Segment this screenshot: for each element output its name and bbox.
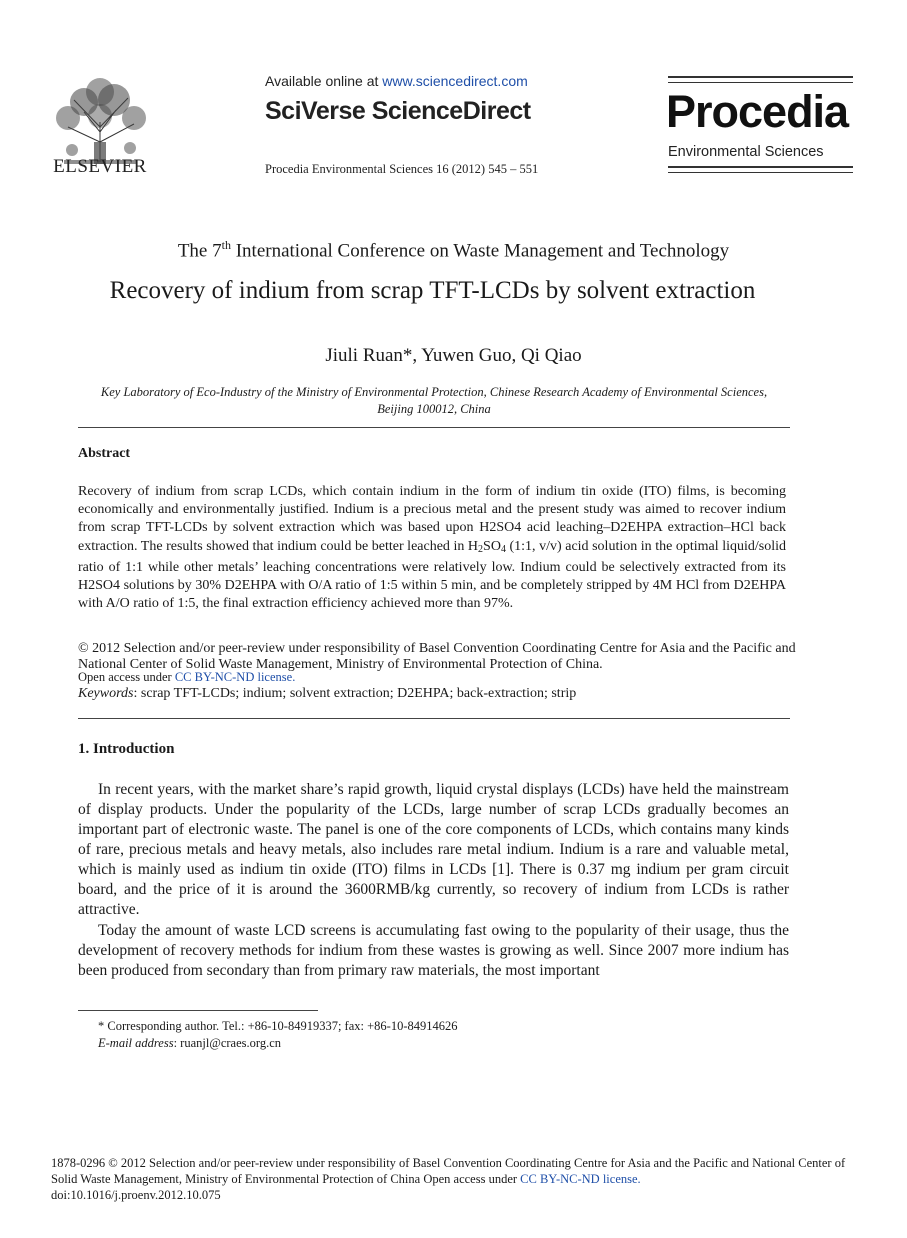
conference-prefix: The 7 — [177, 240, 222, 262]
email-value: : ruanjl@craes.org.cn — [173, 1036, 281, 1050]
paper-title: Recovery of indium from scrap TFT-LCDs by solvent extraction — [109, 277, 756, 304]
doi: doi:10.1016/j.proenv.2012.10.075 — [51, 1188, 221, 1202]
logo-rule-bottom — [668, 166, 853, 168]
bottom-open-prefix: Open access under — [420, 1172, 521, 1186]
abstract-part-2: SO — [483, 538, 501, 554]
footnote-rule — [78, 1010, 318, 1011]
intro-paragraph-2: Today the amount of waste LCD screens is accumulating fast owing to the popularity of their usage, thus the development of recovery methods for indium from these wastes is growing as well. Since 2007 more indium has been produced from secondary than from primary raw materials, the most important — [78, 922, 789, 979]
open-access-line — [78, 670, 295, 685]
bottom-notice — [51, 1155, 857, 1203]
bottom-copyright: 1878-0296 © 2012 Selection and/or peer-review under responsibility of Basel Convention Coordinating Centre for Asia and the Pacific and National Center of Solid Waste Management, Ministry of Environmental Protection of China — [51, 1156, 846, 1186]
publisher-wordmark: ELSEVIER — [53, 156, 147, 177]
bottom-license-link[interactable]: CC BY-NC-ND license. — [520, 1172, 641, 1186]
footnote-email — [98, 1036, 281, 1051]
sciencedirect-link[interactable]: www.sciencedirect.com — [382, 73, 528, 89]
open-access-prefix: Open access under — [78, 670, 175, 684]
abstract-text — [78, 483, 786, 613]
divider-top — [78, 427, 790, 428]
affiliation: Key Laboratory of Eco-Industry of the Ministry of Environmental Protection, Chinese Research Academy of Environmental Sciences, Beijing 100012, China — [100, 385, 768, 416]
journal-logo-subtitle: Environmental Sciences — [668, 144, 824, 160]
abstract-subscript-1: 2 — [478, 543, 484, 555]
journal-logo: Procedia — [666, 86, 849, 137]
keywords-list: : scrap TFT-LCDs; indium; solvent extraction; D2EHPA; back-extraction; strip — [133, 686, 577, 701]
logo-rule-top — [668, 76, 853, 78]
availability-line — [265, 73, 528, 89]
authors: Jiuli Ruan*, Yuwen Guo, Qi Qiao — [325, 345, 582, 366]
abstract-part-1: Recovery of indium from scrap LCDs, which contain indium in the form of indium tin oxide (ITO) films, is becoming economically and environmentally justified. Indium is a precious metal and the present study was aimed to recover indium from scrap TFT-LCDs by solvent extraction which was based upon H2SO4 acid leaching–D2EHPA extraction–HCl back extraction. The results showed that indium could be better leached in H — [78, 484, 786, 554]
abstract-heading: Abstract — [78, 446, 131, 461]
footnote-corresponding: * Corresponding author. Tel.: +86-10-84919337; fax: +86-10-84914626 — [98, 1019, 458, 1033]
conference-ordinal: th — [221, 238, 231, 252]
copyright-notice: © 2012 Selection and/or peer-review under responsibility of Basel Convention Coordinating Centre for Asia and the Pacific and National Center of Solid Waste Management, Ministry of Environmental Protection of China. — [78, 641, 796, 672]
license-link[interactable]: CC BY-NC-ND license. — [174, 670, 296, 684]
conference-name — [0, 238, 907, 262]
abstract-part-3: (1:1, v/v) acid solution in the optimal liquid/solid ratio of 1:1 while other metals’ leaching concentrations were relatively low. Indium could be selectively extracted from its H2SO4 solutions by 30% D2EHPA with O/A ratio of 1:5 within 5 min, and be completely stripped by 4M HCl from D2EHPA with A/O ratio of 1:5, the final extraction efficiency achieved more than 97%. — [78, 538, 787, 612]
intro-paragraph-1: In recent years, with the market share’s rapid growth, liquid crystal displays (LCDs) have held the mainstream of display products. Under the popularity of the LCDs, large number of scrap LCDs gradually becomes an important part of electronic waste. The panel is one of the core components of LCDs, which contains many kinds of rare, precious metals and heavy metals, also includes rare metal indium. Indium is a rare and valuable metal, which is mainly used as indium tin oxide (ITO) films in LCDs [1]. There is 0.37 mg indium per gram circuit board, and the price of it is around the 3600RMB/kg currently, so recovery of indium from LCDs is rather attractive. — [78, 781, 789, 918]
keywords — [78, 686, 576, 702]
availability-prefix: Available online at — [265, 73, 383, 89]
email-label: E-mail address — [98, 1036, 174, 1050]
logo-rule-bottom-thin — [668, 172, 853, 173]
logo-rule-top-thin — [668, 82, 853, 83]
section-heading-introduction: 1. Introduction — [78, 741, 175, 757]
platform-logo: SciVerse ScienceDirect — [265, 97, 531, 125]
journal-reference: Procedia Environmental Sciences 16 (2012) 545 – 551 — [265, 162, 539, 176]
keywords-label: Keywords — [78, 686, 134, 701]
conference-suffix: International Conference on Waste Management and Technology — [230, 240, 730, 262]
abstract-subscript-2: 4 — [500, 543, 506, 555]
divider-bottom — [78, 718, 790, 719]
